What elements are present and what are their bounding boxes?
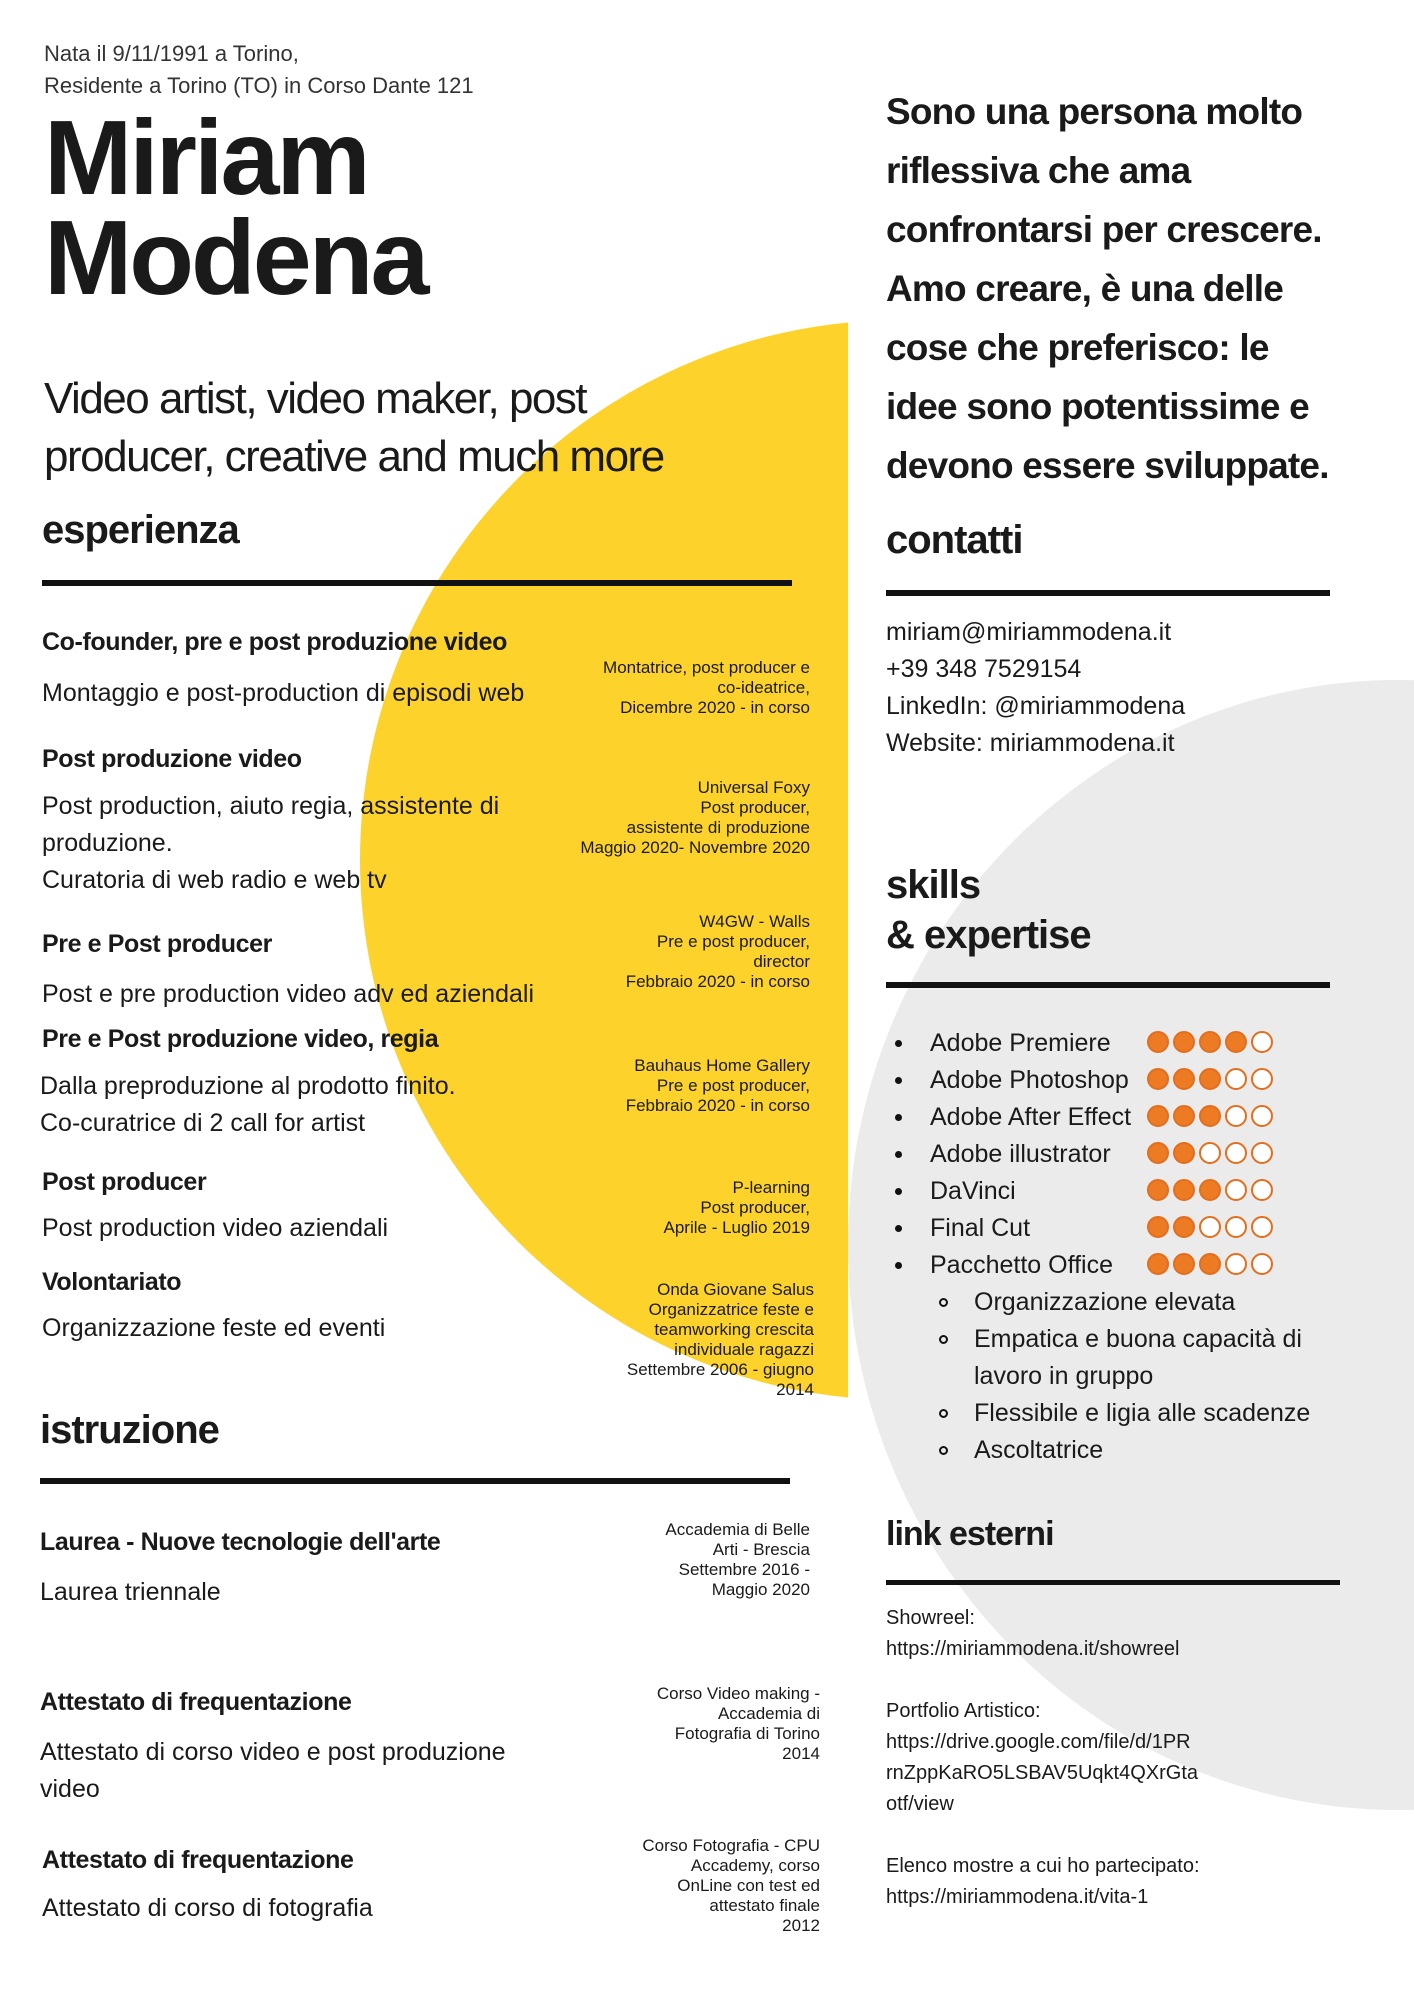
job-subtitle	[44, 370, 804, 486]
skill-rows	[895, 1025, 1335, 1284]
meta-line: attestato finale	[709, 1896, 820, 1915]
skill-rating	[1147, 1105, 1273, 1127]
meta-line: Corso Video making -	[656, 1684, 820, 1703]
meta-line: co-ideatrice,	[717, 678, 810, 697]
about-line: cose che preferisco: le	[886, 327, 1269, 368]
skill-name: Adobe Premiere	[930, 1029, 1111, 1057]
rating-dot-filled-icon	[1147, 1031, 1169, 1053]
experience-item-title: Post producer	[42, 1168, 207, 1196]
contacts-divider	[886, 590, 1330, 596]
experience-item-meta	[603, 658, 810, 718]
meta-line: Febbraio 2020 - in corso	[625, 972, 810, 991]
meta-line: assistente di produzione	[626, 818, 810, 837]
meta-line: individuale ragazzi	[674, 1340, 814, 1359]
rating-dot-filled-icon	[1199, 1031, 1221, 1053]
desc-line: Post e pre production video adv ed aziendali	[42, 980, 534, 1008]
birth-info	[44, 38, 474, 102]
links-divider	[886, 1580, 1340, 1585]
about-line: riflessiva che ama	[886, 150, 1191, 191]
meta-line: Montatrice, post producer e	[603, 658, 810, 677]
meta-line: Accademia di	[717, 1704, 820, 1723]
education-title: istruzione	[40, 1408, 219, 1452]
skill-item	[895, 1025, 1335, 1062]
links-list	[886, 1603, 1306, 1913]
experience-item-meta	[626, 912, 810, 992]
skill-rating	[1147, 1179, 1273, 1201]
rating-dot-empty-icon	[1251, 1253, 1273, 1275]
trait-line: Organizzazione elevata	[974, 1288, 1236, 1316]
last-name: Modena	[44, 199, 427, 317]
meta-line: Fotografia di Torino	[674, 1724, 820, 1743]
about-text	[886, 82, 1386, 495]
skill-item	[895, 1062, 1335, 1099]
experience-item-title: Pre e Post producer	[42, 930, 272, 958]
first-name: Miriam	[44, 99, 368, 217]
desc-line: Post production, aiuto regia, assistente di	[42, 792, 500, 820]
skills-title	[886, 860, 1091, 960]
experience-item-meta	[664, 1178, 810, 1238]
trait-line: Empatica e buona capacità di	[974, 1325, 1302, 1353]
education-divider	[40, 1478, 790, 1484]
meta-line: Corso Fotografia - CPU	[642, 1836, 820, 1855]
skills-list	[895, 1025, 1335, 1469]
rating-dot-filled-icon	[1199, 1253, 1221, 1275]
website-link[interactable]: Website: miriammodena.it	[886, 729, 1175, 757]
exhibitions-link[interactable]: https://miriammodena.it/vita-1	[886, 1886, 1149, 1908]
skill-name: Final Cut	[930, 1214, 1031, 1242]
about-line: Sono una persona molto	[886, 91, 1303, 132]
desc-line: Co-curatrice di 2 call for artist	[40, 1109, 366, 1137]
trait-item	[939, 1395, 1335, 1432]
rating-dot-filled-icon	[1173, 1253, 1195, 1275]
meta-line: 2014	[776, 1380, 814, 1399]
bullet-icon	[895, 1077, 902, 1084]
subtitle-line: Video artist, video maker, post	[44, 374, 587, 423]
trait-line: Ascoltatrice	[974, 1436, 1104, 1464]
experience-item-desc	[42, 788, 499, 899]
trait-list	[895, 1284, 1335, 1469]
trait-line: Flessibile e ligia alle scadenze	[974, 1399, 1311, 1427]
about-line: idee sono potentissime e	[886, 386, 1309, 427]
education-item-desc	[40, 1734, 506, 1808]
trait-line: lavoro in gruppo	[974, 1362, 1154, 1390]
meta-line: Accademy, corso	[690, 1856, 820, 1875]
meta-line: Post producer,	[700, 1198, 810, 1217]
meta-line: Arti - Brescia	[712, 1540, 810, 1559]
about-line: devono essere sviluppate.	[886, 445, 1329, 486]
education-item-meta	[642, 1836, 820, 1936]
rating-dot-empty-icon	[1199, 1142, 1221, 1164]
desc-line: Organizzazione feste ed eventi	[42, 1314, 386, 1342]
showreel-label: Showreel:	[886, 1607, 975, 1629]
experience-item-meta	[580, 778, 810, 858]
links-title: link esterni	[886, 1515, 1054, 1553]
meta-line: Settembre 2016 -	[678, 1560, 810, 1579]
rating-dot-empty-icon	[1251, 1216, 1273, 1238]
experience-divider	[42, 580, 792, 586]
rating-dot-filled-icon	[1147, 1068, 1169, 1090]
experience-item-title: Pre e Post produzione video, regia	[42, 1025, 439, 1053]
skill-rating	[1147, 1031, 1273, 1053]
skill-name: Adobe illustrator	[930, 1140, 1111, 1168]
meta-line: Accademia di Belle	[665, 1520, 810, 1539]
education-item-desc	[42, 1890, 373, 1927]
skills-title-line: & expertise	[886, 913, 1091, 957]
circle-bullet-icon	[939, 1446, 948, 1455]
meta-line: 2014	[782, 1744, 820, 1763]
email-link[interactable]: miriam@miriammodena.it	[886, 618, 1172, 646]
education-item-title: Laurea - Nuove tecnologie dell'arte	[40, 1528, 441, 1556]
experience-item-desc	[42, 1210, 388, 1247]
bullet-icon	[895, 1151, 902, 1158]
experience-item-meta	[626, 1056, 810, 1116]
rating-dot-filled-icon	[1173, 1031, 1195, 1053]
skill-name: Adobe After Effect	[930, 1103, 1132, 1131]
bullet-icon	[895, 1040, 902, 1047]
meta-line: Bauhaus Home Gallery	[634, 1056, 810, 1075]
experience-item-desc	[42, 675, 524, 712]
rating-dot-filled-icon	[1173, 1068, 1195, 1090]
skill-rating	[1147, 1142, 1273, 1164]
rating-dot-empty-icon	[1225, 1142, 1247, 1164]
rating-dot-filled-icon	[1147, 1105, 1169, 1127]
meta-line: OnLine con test ed	[677, 1876, 820, 1895]
skill-rating	[1147, 1216, 1273, 1238]
rating-dot-empty-icon	[1199, 1216, 1221, 1238]
contacts-title: contatti	[886, 518, 1023, 562]
meta-line: W4GW - Walls	[699, 912, 810, 931]
rating-dot-filled-icon	[1173, 1142, 1195, 1164]
skills-divider	[886, 982, 1330, 988]
linkedin-handle[interactable]: LinkedIn: @miriammodena	[886, 692, 1186, 720]
phone-number[interactable]: +39 348 7529154	[886, 655, 1082, 683]
education-item-title: Attestato di frequentazione	[40, 1688, 352, 1716]
meta-line: P-learning	[732, 1178, 810, 1197]
bullet-icon	[895, 1225, 902, 1232]
experience-item-desc	[42, 1310, 385, 1347]
skill-name: Adobe Photoshop	[930, 1066, 1129, 1094]
circle-bullet-icon	[939, 1409, 948, 1418]
experience-item-desc	[42, 976, 534, 1013]
about-line: confrontarsi per crescere.	[886, 209, 1322, 250]
skill-item	[895, 1099, 1335, 1136]
skill-name: DaVinci	[930, 1177, 1016, 1205]
rating-dot-filled-icon	[1199, 1179, 1221, 1201]
experience-item-desc	[40, 1068, 456, 1142]
desc-line: video	[40, 1775, 100, 1803]
subtitle-line: producer, creative and much more	[44, 432, 664, 481]
rating-dot-filled-icon	[1147, 1216, 1169, 1238]
skill-item	[895, 1210, 1335, 1247]
experience-item-title: Volontariato	[42, 1268, 182, 1296]
rating-dot-filled-icon	[1147, 1253, 1169, 1275]
desc-line: Laurea triennale	[40, 1578, 221, 1606]
trait-item	[939, 1432, 1335, 1469]
portfolio-link-line[interactable]: rnZppKaRO5LSBAV5Uqkt4QXrGta	[886, 1762, 1198, 1784]
rating-dot-empty-icon	[1251, 1142, 1273, 1164]
trait-item	[939, 1321, 1335, 1395]
skill-item	[895, 1247, 1335, 1284]
portfolio-link-line[interactable]: otf/view	[886, 1793, 954, 1815]
desc-line: Attestato di corso video e post produzione	[40, 1738, 506, 1766]
circle-bullet-icon	[939, 1335, 948, 1344]
experience-item-title: Post produzione video	[42, 745, 302, 773]
meta-line: Universal Foxy	[697, 778, 810, 797]
meta-line: Febbraio 2020 - in corso	[625, 1096, 810, 1115]
meta-line: Pre e post producer,	[656, 1076, 810, 1095]
education-item-meta	[665, 1520, 810, 1600]
birth-line: Nata il 9/11/1991 a Torino,	[44, 41, 299, 66]
meta-line: Aprile - Luglio 2019	[663, 1218, 810, 1237]
desc-line: Attestato di corso di fotografia	[42, 1894, 373, 1922]
bullet-icon	[895, 1188, 902, 1195]
rating-dot-filled-icon	[1199, 1068, 1221, 1090]
experience-item-meta	[627, 1280, 814, 1400]
rating-dot-empty-icon	[1225, 1179, 1247, 1201]
rating-dot-filled-icon	[1147, 1142, 1169, 1164]
residence-line: Residente a Torino (TO) in Corso Dante 121	[44, 73, 474, 98]
meta-line: Onda Giovane Salus	[657, 1280, 814, 1299]
desc-line: produzione.	[42, 829, 173, 857]
portfolio-link-line[interactable]: https://drive.google.com/file/d/1PR	[886, 1731, 1191, 1753]
education-item-desc	[40, 1574, 221, 1611]
meta-line: Pre e post producer,	[656, 932, 810, 951]
meta-line: director	[753, 952, 810, 971]
skill-name: Pacchetto Office	[930, 1251, 1113, 1279]
desc-line: Post production video aziendali	[42, 1214, 389, 1242]
skill-rating	[1147, 1068, 1273, 1090]
rating-dot-filled-icon	[1225, 1031, 1247, 1053]
education-item-meta	[657, 1684, 820, 1764]
rating-dot-empty-icon	[1225, 1105, 1247, 1127]
experience-title: esperienza	[42, 508, 239, 552]
rating-dot-empty-icon	[1225, 1068, 1247, 1090]
meta-line: Organizzatrice feste e	[648, 1300, 814, 1319]
rating-dot-empty-icon	[1251, 1068, 1273, 1090]
meta-line: 2012	[782, 1916, 820, 1935]
experience-item-title: Co-founder, pre e post produzione video	[42, 628, 507, 656]
rating-dot-filled-icon	[1173, 1105, 1195, 1127]
rating-dot-filled-icon	[1173, 1216, 1195, 1238]
rating-dot-empty-icon	[1225, 1216, 1247, 1238]
rating-dot-empty-icon	[1251, 1179, 1273, 1201]
desc-line: Montaggio e post-production di episodi web	[42, 679, 525, 707]
meta-line: Settembre 2006 - giugno	[626, 1360, 814, 1379]
circle-bullet-icon	[939, 1298, 948, 1307]
rating-dot-filled-icon	[1147, 1179, 1169, 1201]
skill-item	[895, 1173, 1335, 1210]
meta-line: Maggio 2020- Novembre 2020	[580, 838, 810, 857]
rating-dot-empty-icon	[1251, 1105, 1273, 1127]
portfolio-label: Portfolio Artistico:	[886, 1700, 1041, 1722]
portfolio-link[interactable]	[886, 1727, 1306, 1820]
skill-item	[895, 1136, 1335, 1173]
rating-dot-filled-icon	[1199, 1105, 1221, 1127]
meta-line: teamworking crescita	[654, 1320, 814, 1339]
bullet-icon	[895, 1262, 902, 1269]
meta-line: Dicembre 2020 - in corso	[620, 698, 810, 717]
rating-dot-empty-icon	[1251, 1031, 1273, 1053]
meta-line: Post producer,	[700, 798, 810, 817]
rating-dot-empty-icon	[1225, 1253, 1247, 1275]
full-name	[44, 99, 427, 317]
exhibitions-label: Elenco mostre a cui ho partecipato:	[886, 1855, 1200, 1877]
rating-dot-filled-icon	[1173, 1179, 1195, 1201]
contacts-list	[886, 614, 1185, 762]
desc-line: Dalla preproduzione al prodotto finito.	[40, 1072, 456, 1100]
skills-title-line: skills	[886, 863, 981, 907]
about-line: Amo creare, è una delle	[886, 268, 1284, 309]
bullet-icon	[895, 1114, 902, 1121]
trait-item	[939, 1284, 1335, 1321]
desc-line: Curatoria di web radio e web tv	[42, 866, 387, 894]
showreel-link[interactable]: https://miriammodena.it/showreel	[886, 1638, 1180, 1660]
skill-rating	[1147, 1253, 1273, 1275]
education-item-title: Attestato di frequentazione	[42, 1846, 354, 1874]
meta-line: Maggio 2020	[711, 1580, 810, 1599]
